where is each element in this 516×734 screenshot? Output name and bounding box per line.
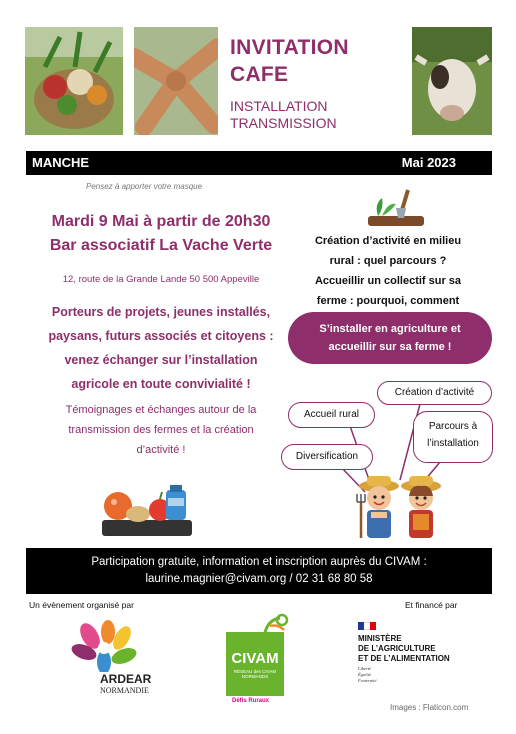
motto-1: Liberté <box>358 666 371 671</box>
question-line: ferme : pourquoi, comment <box>316 295 460 307</box>
marianne-icon <box>358 622 376 630</box>
month-label: Mai 2023 <box>401 155 456 170</box>
contact-line-1: Participation gratuite, information et inscription auprès du CIVAM : <box>91 556 427 568</box>
pitch-line: paysans, futurs associés et citoyens : <box>48 329 274 343</box>
civam-name: CIVAM <box>231 650 279 667</box>
image-credit: Images : Flaticon.com <box>390 703 469 712</box>
civam-sub-2: NORMANDS <box>241 674 269 679</box>
civam-sub-1: RÉSEAU des CIVAM <box>233 669 277 674</box>
testimony-line: d’activité ! <box>136 444 186 456</box>
pitch-line: Porteurs de projets, jeunes installés, <box>51 305 271 319</box>
event-date: Mardi 9 Mai à partir de 20h30 <box>51 213 271 230</box>
organized-by-label: Un évènement organisé par <box>29 600 134 610</box>
region-label: MANCHE <box>32 155 90 170</box>
event-venue: Bar associatif La Vache Verte <box>49 237 273 254</box>
subtitle-line-1: INSTALLATION <box>230 98 328 114</box>
question-line: Accueillir un collectif sur sa <box>314 275 462 287</box>
ministry-line-2: DE L’AGRICULTURE <box>358 644 436 653</box>
subtitle-line-2: TRANSMISSION <box>230 115 337 131</box>
motto-2: Égalité <box>358 672 371 677</box>
ministry-logo <box>356 620 486 700</box>
title-line-2: CAFE <box>230 63 289 86</box>
question-line: Création d’activité en milieu <box>314 235 462 247</box>
ministry-line-1: MINISTÈRE <box>358 634 402 643</box>
pitch-line: agricole en toute convivialité ! <box>71 377 251 391</box>
contact-line-2[interactable]: laurine.magnier@civam.org / 02 31 68 80 58 <box>145 573 373 585</box>
testimony-line: transmission des fermes et la création <box>68 424 254 436</box>
contact-bar <box>26 548 492 594</box>
ardear-logo <box>60 620 170 700</box>
pitch-line: venez échanger sur l’installation <box>64 353 258 367</box>
banner-line-1: S’installer en agriculture et <box>319 323 461 335</box>
civam-logo <box>226 612 296 708</box>
bubble-parcours-line-2: l’installation <box>427 438 479 449</box>
ardear-region: NORMANDIE <box>100 686 149 695</box>
civam-tag: Défis Ruraux <box>232 698 270 704</box>
bubble-diversification: Diversification <box>281 444 373 470</box>
event-address: 12, route de la Grande Lande 50 500 Appeville <box>62 274 260 285</box>
farmers-icon <box>355 472 447 542</box>
bubble-parcours-line-1: Parcours à <box>428 421 478 432</box>
mask-note: Pensez à apporter votre masque <box>86 182 203 191</box>
motto-3: Fraternité <box>358 678 377 683</box>
financed-by-label: Et financé par <box>405 600 458 610</box>
banner-line-2: accueillir sur sa ferme ! <box>328 341 452 353</box>
ministry-line-3: ET DE L’ALIMENTATION <box>358 654 450 663</box>
bubble-parcours <box>413 411 493 463</box>
ardear-name: ARDEAR <box>100 672 152 686</box>
civam-box <box>226 632 284 696</box>
question-line: rural : quel parcours ? <box>329 255 447 267</box>
title-line-1: INVITATION <box>230 36 349 59</box>
bubble-accueil: Accueil rural <box>288 402 375 428</box>
testimony-line: Témoignages et échanges autour de la <box>65 404 257 416</box>
bubble-creation: Création d’activité <box>377 381 492 405</box>
